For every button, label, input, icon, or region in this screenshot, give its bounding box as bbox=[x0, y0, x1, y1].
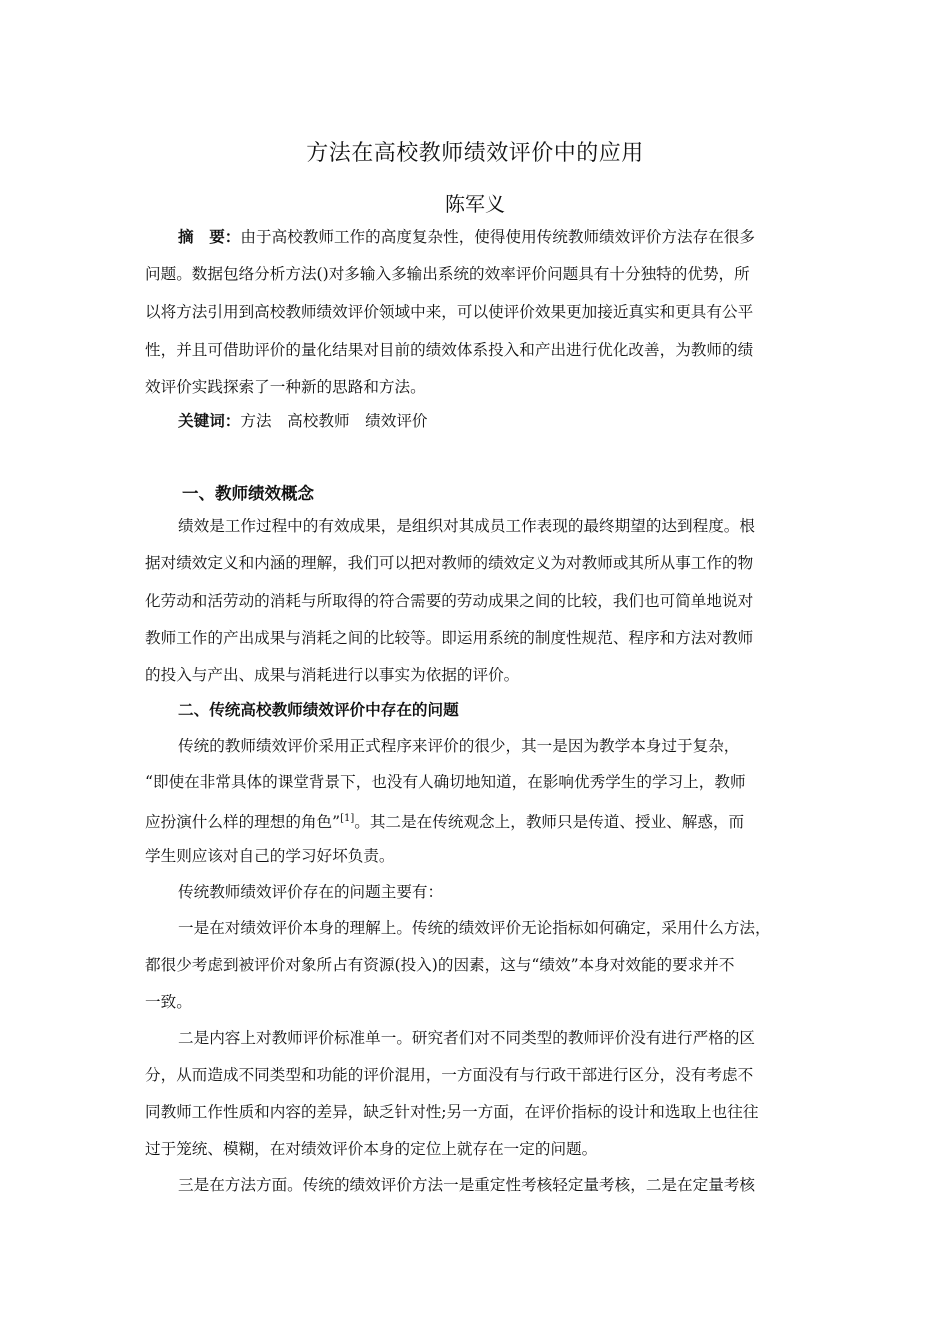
abstract-line-4: 性，并且可借助评价的量化结果对目前的绩效体系投入和产出进行优化改善，为教师的绩 bbox=[145, 341, 754, 359]
keywords-line bbox=[178, 411, 810, 431]
section2-p1-line-4: 学生则应该对自己的学习好坏负责。 bbox=[145, 847, 395, 865]
section2-p3-line-1: 一是在对绩效评价本身的理解上。传统的绩效评价无论指标如何确定，采用什么方法， bbox=[178, 919, 771, 937]
section2-p3-line-3: 一致。 bbox=[145, 993, 192, 1011]
section2-p3-line-2: 都很少考虑到被评价对象所占有资源(投入)的因素，这与“绩效”本身对效能的要求并不 bbox=[145, 956, 735, 974]
section2-p4-line-4: 过于笼统、模糊，在对绩效评价本身的定位上就存在一定的问题。 bbox=[145, 1140, 598, 1158]
section1-line-4: 教师工作的产出成果与消耗之间的比较等。即运用系统的制度性规范、程序和方法对教师 bbox=[145, 629, 754, 647]
document-title: 方法在高校教师绩效评价中的应用 bbox=[306, 141, 644, 166]
citation-marker: [1] bbox=[340, 813, 355, 824]
section2-p1-line-3 bbox=[145, 809, 810, 832]
section2-p4-line-1: 二是内容上对教师评价标准单一。研究者们对不同类型的教师评价没有进行严格的区 bbox=[178, 1029, 755, 1047]
section2-p2: 传统教师绩效评价存在的问题主要有： bbox=[178, 883, 444, 901]
section2-p5-line-1: 三是在方法方面。传统的绩效评价方法一是重定性考核轻定量考核，二是在定量考核 bbox=[178, 1176, 755, 1194]
section2-p4-line-3: 同教师工作性质和内容的差异，缺乏针对性;另一方面，在评价指标的设计和选取上也往往 bbox=[145, 1103, 759, 1121]
abstract-text-1: 由于高校教师工作的高度复杂性，使得使用传统教师绩效评价方法存在很多 bbox=[240, 228, 755, 246]
author-name: 陈军义 bbox=[445, 192, 505, 216]
keywords-label: 关键词： bbox=[178, 412, 241, 430]
abstract-line-3: 以将方法引用到高校教师绩效评价领域中来，可以使评价效果更加接近真实和更具有公平 bbox=[145, 303, 754, 321]
abstract-label: 摘 要： bbox=[178, 228, 241, 246]
section2-p4-line-2: 分，从而造成不同类型和功能的评价混用，一方面没有与行政干部进行区分，没有考虑不 bbox=[145, 1066, 754, 1084]
abstract-line-5: 效评价实践探索了一种新的思路和方法。 bbox=[145, 378, 426, 396]
section2-heading: 二、传统高校教师绩效评价中存在的问题 bbox=[178, 701, 459, 719]
section1-line-2: 据对绩效定义和内涵的理解，我们可以把对教师的绩效定义为对教师或其所从事工作的物 bbox=[145, 554, 754, 572]
keywords-text: 方法 高校教师 绩效评价 bbox=[240, 412, 428, 430]
section1-line-5: 的投入与产出、成果与消耗进行以事实为依据的评价。 bbox=[145, 666, 520, 684]
section1-line-3: 化劳动和活劳动的消耗与所取得的符合需要的劳动成果之间的比较，我们也可简单地说对 bbox=[145, 592, 754, 610]
abstract-line-1 bbox=[178, 227, 810, 247]
section2-p1-line-1: 传统的教师绩效评价采用正式程序来评价的很少，其一是因为教学本身过于复杂， bbox=[178, 737, 740, 755]
section1-line-1: 绩效是工作过程中的有效成果，是组织对其成员工作表现的最终期望的达到程度。根 bbox=[178, 517, 755, 535]
section1-heading: 一、教师绩效概念 bbox=[182, 484, 314, 503]
section2-p1-text-b: 。其二是在传统观念上，教师只是传道、授业、解惑，而 bbox=[354, 813, 745, 832]
abstract-line-2: 问题。数据包络分析方法()对多输入多输出系统的效率评价问题具有十分独特的优势，所 bbox=[145, 265, 750, 283]
section2-p1-line-2: “即使在非常具体的课堂背景下，也没有人确切地知道，在影响优秀学生的学习上，教师 bbox=[145, 773, 746, 791]
section2-p1-text-a: 应扮演什么样的理想的角色” bbox=[145, 813, 341, 832]
